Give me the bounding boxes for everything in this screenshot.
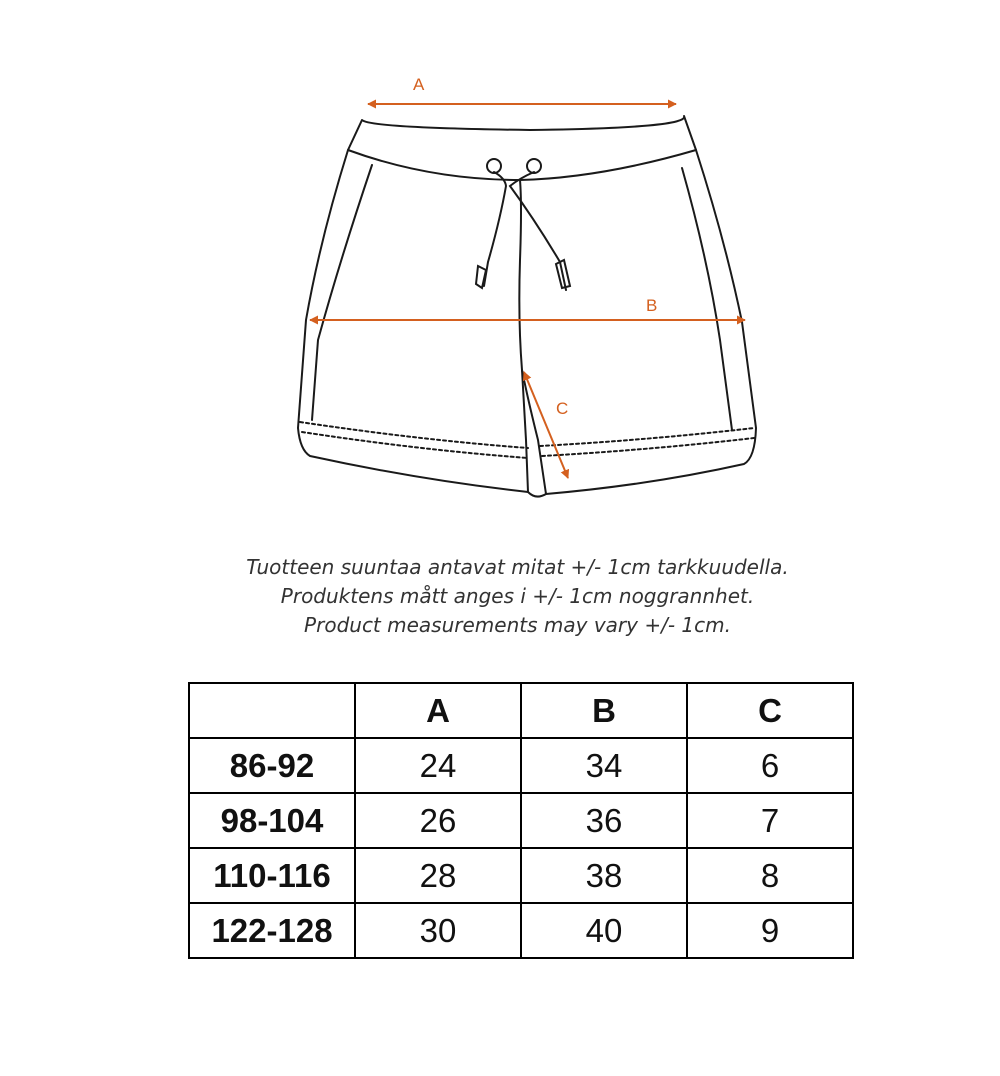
value-b: 34 <box>521 738 687 793</box>
value-a: 30 <box>355 903 521 958</box>
header-a: A <box>355 683 521 738</box>
label-c: C <box>556 399 569 418</box>
value-b: 40 <box>521 903 687 958</box>
value-c: 6 <box>687 738 853 793</box>
label-b: B <box>646 296 658 315</box>
note-english: Product measurements may vary +/- 1cm. <box>304 613 731 637</box>
value-a: 26 <box>355 793 521 848</box>
measurement-notes <box>0 553 1000 640</box>
value-a: 28 <box>355 848 521 903</box>
size-cell: 86-92 <box>189 738 355 793</box>
value-b: 38 <box>521 848 687 903</box>
table-row <box>189 793 853 848</box>
table-header-row <box>189 683 853 738</box>
header-size <box>189 683 355 738</box>
value-c: 8 <box>687 848 853 903</box>
size-cell: 110-116 <box>189 848 355 903</box>
arrow-c <box>524 372 568 478</box>
size-table <box>188 682 854 959</box>
table-row <box>189 848 853 903</box>
value-a: 24 <box>355 738 521 793</box>
note-swedish: Produktens mått anges i +/- 1cm noggrannhet. <box>280 584 755 608</box>
value-b: 36 <box>521 793 687 848</box>
size-cell: 98-104 <box>189 793 355 848</box>
header-b: B <box>521 683 687 738</box>
note-finnish: Tuotteen suuntaa antavat mitat +/- 1cm tarkkuudella. <box>246 555 789 579</box>
table-row <box>189 738 853 793</box>
value-c: 7 <box>687 793 853 848</box>
value-c: 9 <box>687 903 853 958</box>
label-a: A <box>413 75 425 94</box>
shorts-outline <box>298 116 756 497</box>
table-row <box>189 903 853 958</box>
size-cell: 122-128 <box>189 903 355 958</box>
header-c: C <box>687 683 853 738</box>
